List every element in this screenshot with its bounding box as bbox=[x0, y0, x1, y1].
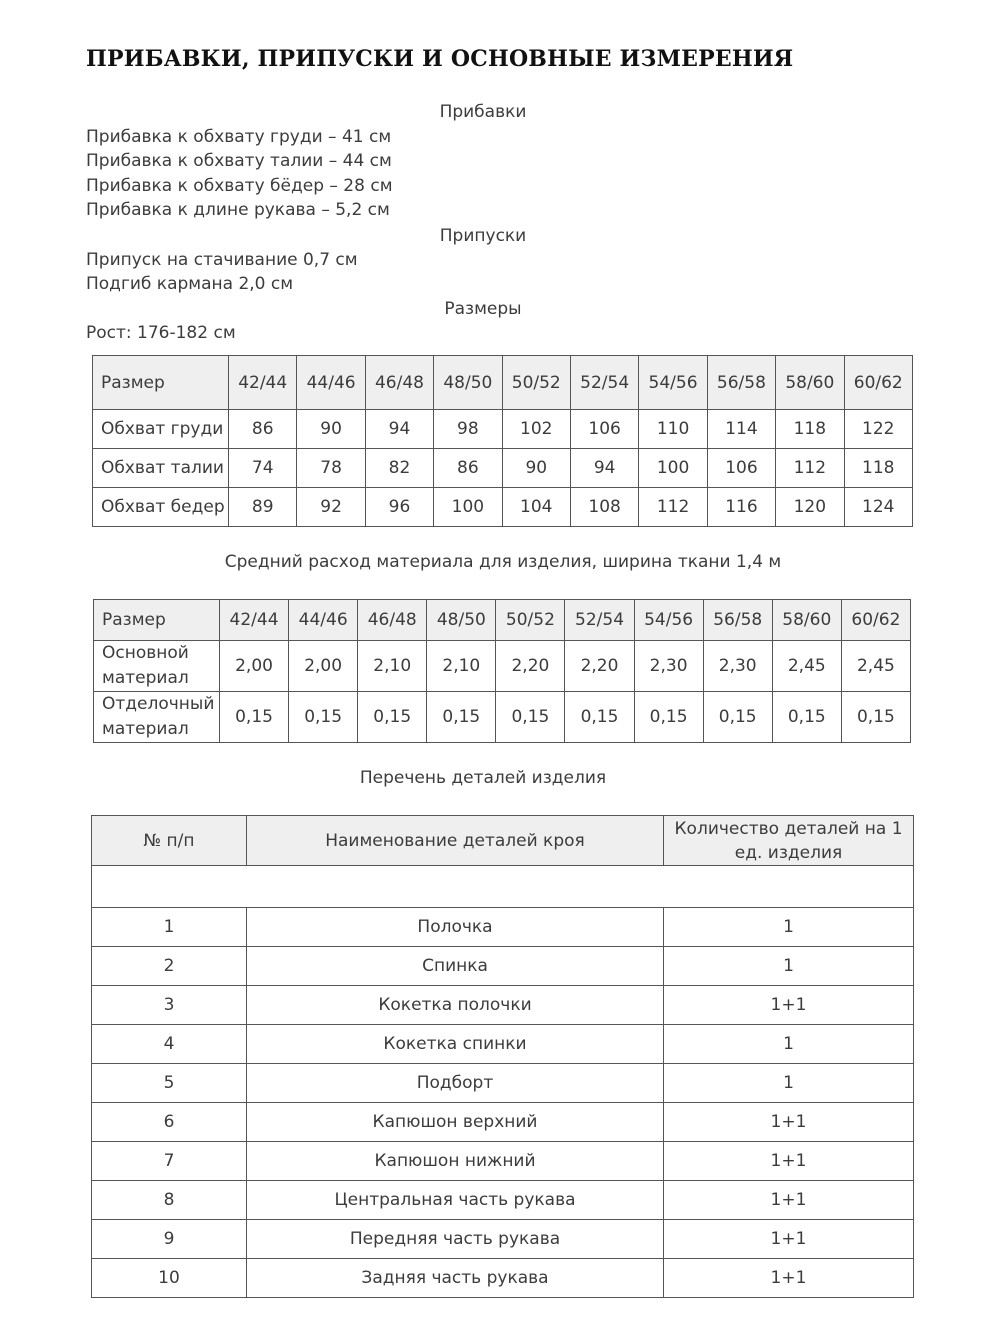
table-header-cell: 54/56 bbox=[634, 600, 703, 641]
table-spacer-row bbox=[92, 866, 914, 908]
table-cell: 0,15 bbox=[289, 692, 358, 743]
table-row bbox=[93, 488, 913, 527]
table-header-cell: 52/54 bbox=[565, 600, 634, 641]
table-cell: 3 bbox=[92, 986, 247, 1025]
table-cell: 1+1 bbox=[664, 986, 914, 1025]
table-cell: 108 bbox=[570, 488, 638, 527]
table-cell: 10 bbox=[92, 1259, 247, 1298]
table-cell: 0,15 bbox=[220, 692, 289, 743]
table-cell: 1 bbox=[664, 947, 914, 986]
table-header-cell: Наименование деталей кроя bbox=[247, 816, 664, 866]
table-cell: 116 bbox=[707, 488, 775, 527]
table-cell: 1 bbox=[664, 908, 914, 947]
table-cell: 2,00 bbox=[289, 641, 358, 692]
table-cell: 5 bbox=[92, 1064, 247, 1103]
material-heading: Средний расход материала для изделия, ширина ткани 1,4 м bbox=[224, 552, 782, 572]
table-cell: Кокетка спинки bbox=[247, 1025, 664, 1064]
table-header-cell: 44/46 bbox=[297, 356, 365, 410]
table-cell: 2,20 bbox=[496, 641, 565, 692]
table-cell: 1+1 bbox=[664, 1259, 914, 1298]
table-row bbox=[92, 1025, 914, 1064]
table-cell: Спинка bbox=[247, 947, 664, 986]
table-cell: 8 bbox=[92, 1181, 247, 1220]
table-cell: 104 bbox=[502, 488, 570, 527]
table-header-cell: Размер bbox=[93, 356, 229, 410]
table-header-cell: 44/46 bbox=[289, 600, 358, 641]
parts-heading: Перечень деталей изделия bbox=[359, 768, 607, 788]
table-cell: 2,10 bbox=[358, 641, 427, 692]
table-row bbox=[92, 986, 914, 1025]
allowance-line: Прибавка к обхвату груди – 41 см bbox=[86, 127, 392, 147]
table-row bbox=[92, 1181, 914, 1220]
table-header-cell: 42/44 bbox=[220, 600, 289, 641]
table-header-cell: 54/56 bbox=[639, 356, 707, 410]
table-header-cell: № п/п bbox=[92, 816, 247, 866]
seam-allowance-line: Подгиб кармана 2,0 см bbox=[86, 274, 294, 294]
table-cell: 0,15 bbox=[565, 692, 634, 743]
table-cell: 120 bbox=[776, 488, 844, 527]
height-line: Рост: 176-182 см bbox=[86, 323, 236, 343]
seam-allowance-line: Припуск на стачивание 0,7 см bbox=[86, 250, 358, 270]
table-cell: 0,15 bbox=[427, 692, 496, 743]
table-cell: 1+1 bbox=[664, 1181, 914, 1220]
table-cell: 114 bbox=[707, 410, 775, 449]
table-header-cell: Размер bbox=[94, 600, 220, 641]
table-cell: 1 bbox=[664, 1064, 914, 1103]
table-row bbox=[92, 908, 914, 947]
table-cell: 100 bbox=[639, 449, 707, 488]
table-cell: 1 bbox=[92, 908, 247, 947]
allowances-heading: Прибавки bbox=[439, 102, 527, 122]
table-cell: 118 bbox=[844, 449, 912, 488]
table-header-cell: 60/62 bbox=[844, 356, 912, 410]
table-cell: 106 bbox=[570, 410, 638, 449]
table-cell: 1+1 bbox=[664, 1220, 914, 1259]
table-header-cell: 58/60 bbox=[776, 356, 844, 410]
table-cell: 82 bbox=[365, 449, 433, 488]
table-cell: 2 bbox=[92, 947, 247, 986]
table-cell: 100 bbox=[434, 488, 502, 527]
table-cell: 0,15 bbox=[772, 692, 841, 743]
table-cell: 94 bbox=[570, 449, 638, 488]
table-row bbox=[94, 641, 911, 692]
table-cell: Кокетка полочки bbox=[247, 986, 664, 1025]
table-cell: Обхват талии bbox=[93, 449, 229, 488]
table-cell: 90 bbox=[297, 410, 365, 449]
table-row bbox=[93, 410, 913, 449]
table-header-cell: 50/52 bbox=[496, 600, 565, 641]
table-cell: 4 bbox=[92, 1025, 247, 1064]
allowance-line: Прибавка к обхвату бёдер – 28 см bbox=[86, 176, 393, 196]
table-cell: 0,15 bbox=[841, 692, 910, 743]
table-cell: 86 bbox=[229, 410, 297, 449]
table-cell: Отделочный материал bbox=[94, 692, 220, 743]
table-cell: Основной материал bbox=[94, 641, 220, 692]
table-cell: 96 bbox=[365, 488, 433, 527]
table-cell: 124 bbox=[844, 488, 912, 527]
sizes-table bbox=[92, 355, 913, 527]
table-cell: 2,45 bbox=[772, 641, 841, 692]
table-cell: 0,15 bbox=[703, 692, 772, 743]
table-cell: Задняя часть рукава bbox=[247, 1259, 664, 1298]
table-cell: Полочка bbox=[247, 908, 664, 947]
table-header-cell: 48/50 bbox=[427, 600, 496, 641]
table-row bbox=[92, 1064, 914, 1103]
table-row bbox=[92, 1220, 914, 1259]
table-cell: 1+1 bbox=[664, 1142, 914, 1181]
allowance-line: Прибавка к длине рукава – 5,2 см bbox=[86, 200, 390, 220]
table-cell: 2,00 bbox=[220, 641, 289, 692]
table-cell: 0,15 bbox=[634, 692, 703, 743]
table-cell: Капюшон верхний bbox=[247, 1103, 664, 1142]
table-cell: 2,45 bbox=[841, 641, 910, 692]
table-header-row bbox=[94, 600, 911, 641]
table-cell: 86 bbox=[434, 449, 502, 488]
table-cell: 110 bbox=[639, 410, 707, 449]
table-cell: 122 bbox=[844, 410, 912, 449]
table-cell: 78 bbox=[297, 449, 365, 488]
table-cell: 2,30 bbox=[703, 641, 772, 692]
table-cell: 0,15 bbox=[358, 692, 427, 743]
table-cell: 6 bbox=[92, 1103, 247, 1142]
table-header-cell: 50/52 bbox=[502, 356, 570, 410]
table-cell: 90 bbox=[502, 449, 570, 488]
table-header-cell: 48/50 bbox=[434, 356, 502, 410]
table-header-cell: Количество деталей на 1 ед. изделия bbox=[664, 816, 914, 866]
page-title: ПРИБАВКИ, ПРИПУСКИ И ОСНОВНЫЕ ИЗМЕРЕНИЯ bbox=[86, 46, 794, 72]
table-header-cell: 56/58 bbox=[703, 600, 772, 641]
table-cell: 1 bbox=[664, 1025, 914, 1064]
table-cell: 1+1 bbox=[664, 1103, 914, 1142]
table-cell: 74 bbox=[229, 449, 297, 488]
table-header-row bbox=[93, 356, 913, 410]
seam-allowances-heading: Припуски bbox=[439, 226, 527, 246]
table-cell: 2,30 bbox=[634, 641, 703, 692]
table-cell: Подборт bbox=[247, 1064, 664, 1103]
table-cell: 0,15 bbox=[496, 692, 565, 743]
table-row bbox=[92, 1142, 914, 1181]
table-cell: Обхват бедер bbox=[93, 488, 229, 527]
table-cell: 89 bbox=[229, 488, 297, 527]
table-cell: 7 bbox=[92, 1142, 247, 1181]
sizes-heading: Размеры bbox=[444, 299, 522, 319]
table-row bbox=[93, 449, 913, 488]
table-cell: 2,20 bbox=[565, 641, 634, 692]
table-cell: 9 bbox=[92, 1220, 247, 1259]
table-header-cell: 52/54 bbox=[570, 356, 638, 410]
parts-table bbox=[91, 815, 914, 1298]
table-header-cell: 46/48 bbox=[365, 356, 433, 410]
table-header-cell: 42/44 bbox=[229, 356, 297, 410]
table-cell: 106 bbox=[707, 449, 775, 488]
table-cell: Капюшон нижний bbox=[247, 1142, 664, 1181]
table-header-cell: 60/62 bbox=[841, 600, 910, 641]
table-cell: 98 bbox=[434, 410, 502, 449]
table-cell: 2,10 bbox=[427, 641, 496, 692]
table-cell: 118 bbox=[776, 410, 844, 449]
table-header-cell: 58/60 bbox=[772, 600, 841, 641]
table-cell: 102 bbox=[502, 410, 570, 449]
table-cell: 94 bbox=[365, 410, 433, 449]
table-cell: 112 bbox=[776, 449, 844, 488]
table-row bbox=[92, 1103, 914, 1142]
table-empty-cell bbox=[92, 866, 914, 908]
table-header-cell: 56/58 bbox=[707, 356, 775, 410]
table-row bbox=[92, 947, 914, 986]
allowance-line: Прибавка к обхвату талии – 44 см bbox=[86, 151, 392, 171]
table-cell: 112 bbox=[639, 488, 707, 527]
table-header-row bbox=[92, 816, 914, 866]
material-table bbox=[93, 599, 911, 743]
table-row bbox=[92, 1259, 914, 1298]
table-header-cell: 46/48 bbox=[358, 600, 427, 641]
table-cell: Центральная часть рукава bbox=[247, 1181, 664, 1220]
table-cell: Обхват груди bbox=[93, 410, 229, 449]
table-cell: Передняя часть рукава bbox=[247, 1220, 664, 1259]
table-row bbox=[94, 692, 911, 743]
table-cell: 92 bbox=[297, 488, 365, 527]
